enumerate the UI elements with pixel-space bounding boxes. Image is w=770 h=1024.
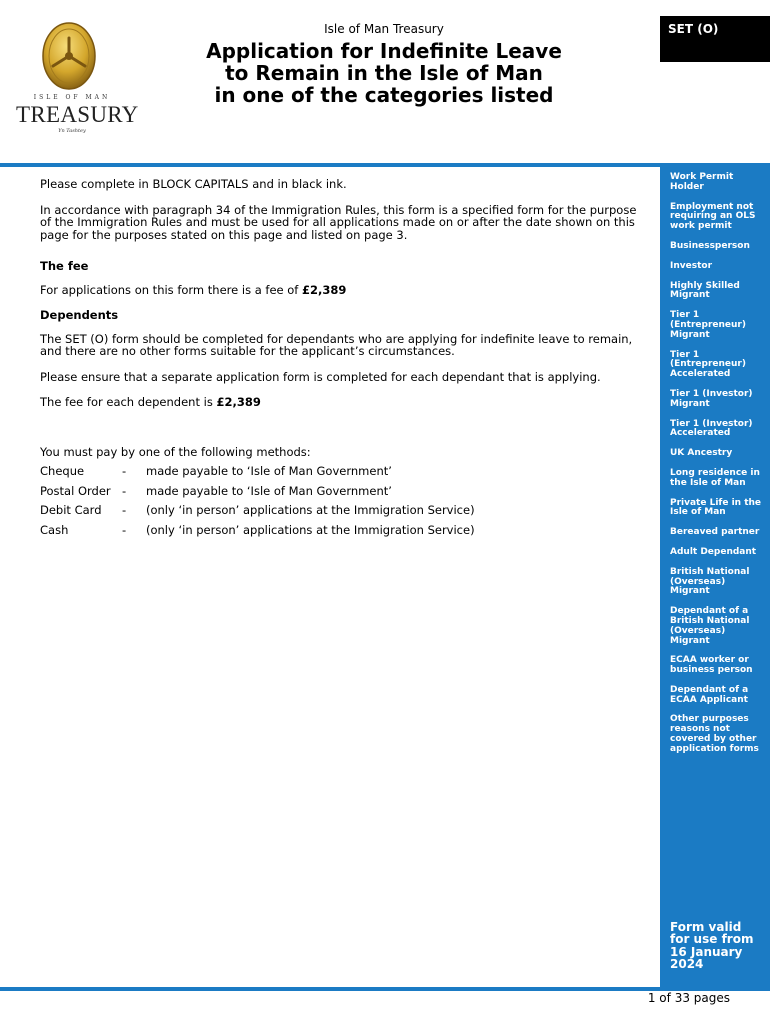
- category-item: Bereaved partner: [670, 527, 760, 538]
- payment-method-desc: made payable to ‘Isle of Man Government’: [146, 483, 392, 498]
- dependent-fee-amount: £2,389: [216, 395, 261, 409]
- treasury-logo: [16, 20, 139, 138]
- category-item: Other purposes reasons not covered by other application forms: [670, 714, 759, 754]
- title-line: to Remain in the Isle of Man: [225, 61, 543, 85]
- payment-method-name: Debit Card: [40, 503, 102, 517]
- categories-sidebar: [660, 163, 770, 991]
- logo-top-text: ISLE OF MAN: [33, 94, 111, 101]
- gold-coin-icon: [16, 20, 128, 92]
- form-valid-date: Form valid for use from 16 January 2024: [670, 920, 754, 972]
- instruction-text: Please complete in BLOCK CAPITALS and in black ink.: [40, 177, 347, 191]
- category-item: Tier 1 (Investor) Accelerated: [670, 418, 753, 439]
- payment-method-row: [40, 485, 640, 505]
- page-number: 1 of 33 pages: [647, 991, 730, 1005]
- separate-form-note: Please ensure that a separate application form is completed for each dependant that is applying.: [40, 369, 601, 384]
- dependents-heading: Dependents: [40, 308, 119, 322]
- category-list: [660, 163, 770, 755]
- category-item: Long residence in the Isle of Man: [670, 467, 760, 488]
- category-item: Private Life in the Isle of Man: [670, 497, 762, 518]
- category-item: ECAA worker or business person: [670, 655, 753, 676]
- top-divider: [0, 163, 770, 167]
- logo-name: TREASURY: [16, 102, 139, 127]
- category-item: Investor: [670, 260, 713, 271]
- form-code-badge: SET (O): [660, 16, 770, 62]
- logo-motto: Yn Tashtey: [58, 128, 86, 134]
- fee-heading: The fee: [40, 259, 89, 273]
- payment-method-name: Postal Order: [40, 483, 111, 498]
- title-line: Application for Indefinite Leave: [206, 39, 562, 63]
- payment-method-dash: -: [122, 483, 127, 498]
- payment-method-name: Cash: [40, 522, 69, 537]
- category-item: Dependant of a ECAA Applicant: [670, 684, 749, 705]
- category-item: British National (Overseas) Migrant: [670, 566, 750, 597]
- payment-method-dash: -: [122, 464, 127, 478]
- category-item: Tier 1 (Investor) Migrant: [670, 388, 753, 409]
- category-item: Businessperson: [670, 240, 750, 251]
- category-item: Employment not requiring an OLS work permit: [670, 201, 756, 232]
- fee-label: For applications on this form there is a fee of: [40, 282, 303, 297]
- fee-text: [40, 284, 640, 297]
- intro-paragraph: In accordance with paragraph 34 of the Immigration Rules, this form is a specified form for the purpose of the Immigration Rules and must be used for all applications made on or after the date shown on this page for the purposes stated on this page and listed on page 3.: [40, 202, 637, 242]
- fee-amount: £2,389: [302, 282, 347, 297]
- payment-methods: [40, 465, 640, 543]
- category-item: Tier 1 (Entrepreneur) Accelerated: [670, 349, 746, 380]
- category-item: Adult Dependant: [670, 546, 757, 557]
- payment-method-row: [40, 504, 640, 524]
- payment-method-row: [40, 524, 640, 544]
- dependents-paragraph: The SET (O) form should be completed for dependants who are applying for indefinite leave to remain, and there are no other forms suitable for the applicant’s circumstances.: [40, 331, 633, 358]
- payment-method-name: Cheque: [40, 464, 85, 478]
- page-title: [188, 40, 580, 106]
- main-content: [40, 178, 640, 543]
- category-item: Dependant of a British National (Overseas) Migrant: [670, 606, 750, 646]
- payment-intro: You must pay by one of the following methods:: [40, 444, 311, 459]
- payment-method-dash: -: [122, 522, 127, 537]
- payment-method-dash: -: [122, 503, 127, 517]
- department-name: Isle of Man Treasury: [324, 22, 444, 36]
- category-item: Highly Skilled Migrant: [670, 280, 740, 301]
- payment-method-desc: made payable to ‘Isle of Man Government’: [146, 464, 392, 478]
- payment-method-desc: (only ‘in person’ applications at the Immigration Service): [146, 503, 475, 517]
- category-item: Tier 1 (Entrepreneur) Migrant: [670, 310, 746, 340]
- payment-method-row: [40, 465, 640, 485]
- category-item: UK Ancestry: [670, 448, 733, 459]
- category-item: Work Permit Holder: [670, 172, 734, 192]
- dependent-fee-text: [40, 396, 640, 409]
- title-line: in one of the categories listed: [214, 83, 554, 107]
- dependent-fee-label: The fee for each dependent is: [40, 395, 217, 409]
- payment-method-desc: (only ‘in person’ applications at the Immigration Service): [146, 522, 475, 537]
